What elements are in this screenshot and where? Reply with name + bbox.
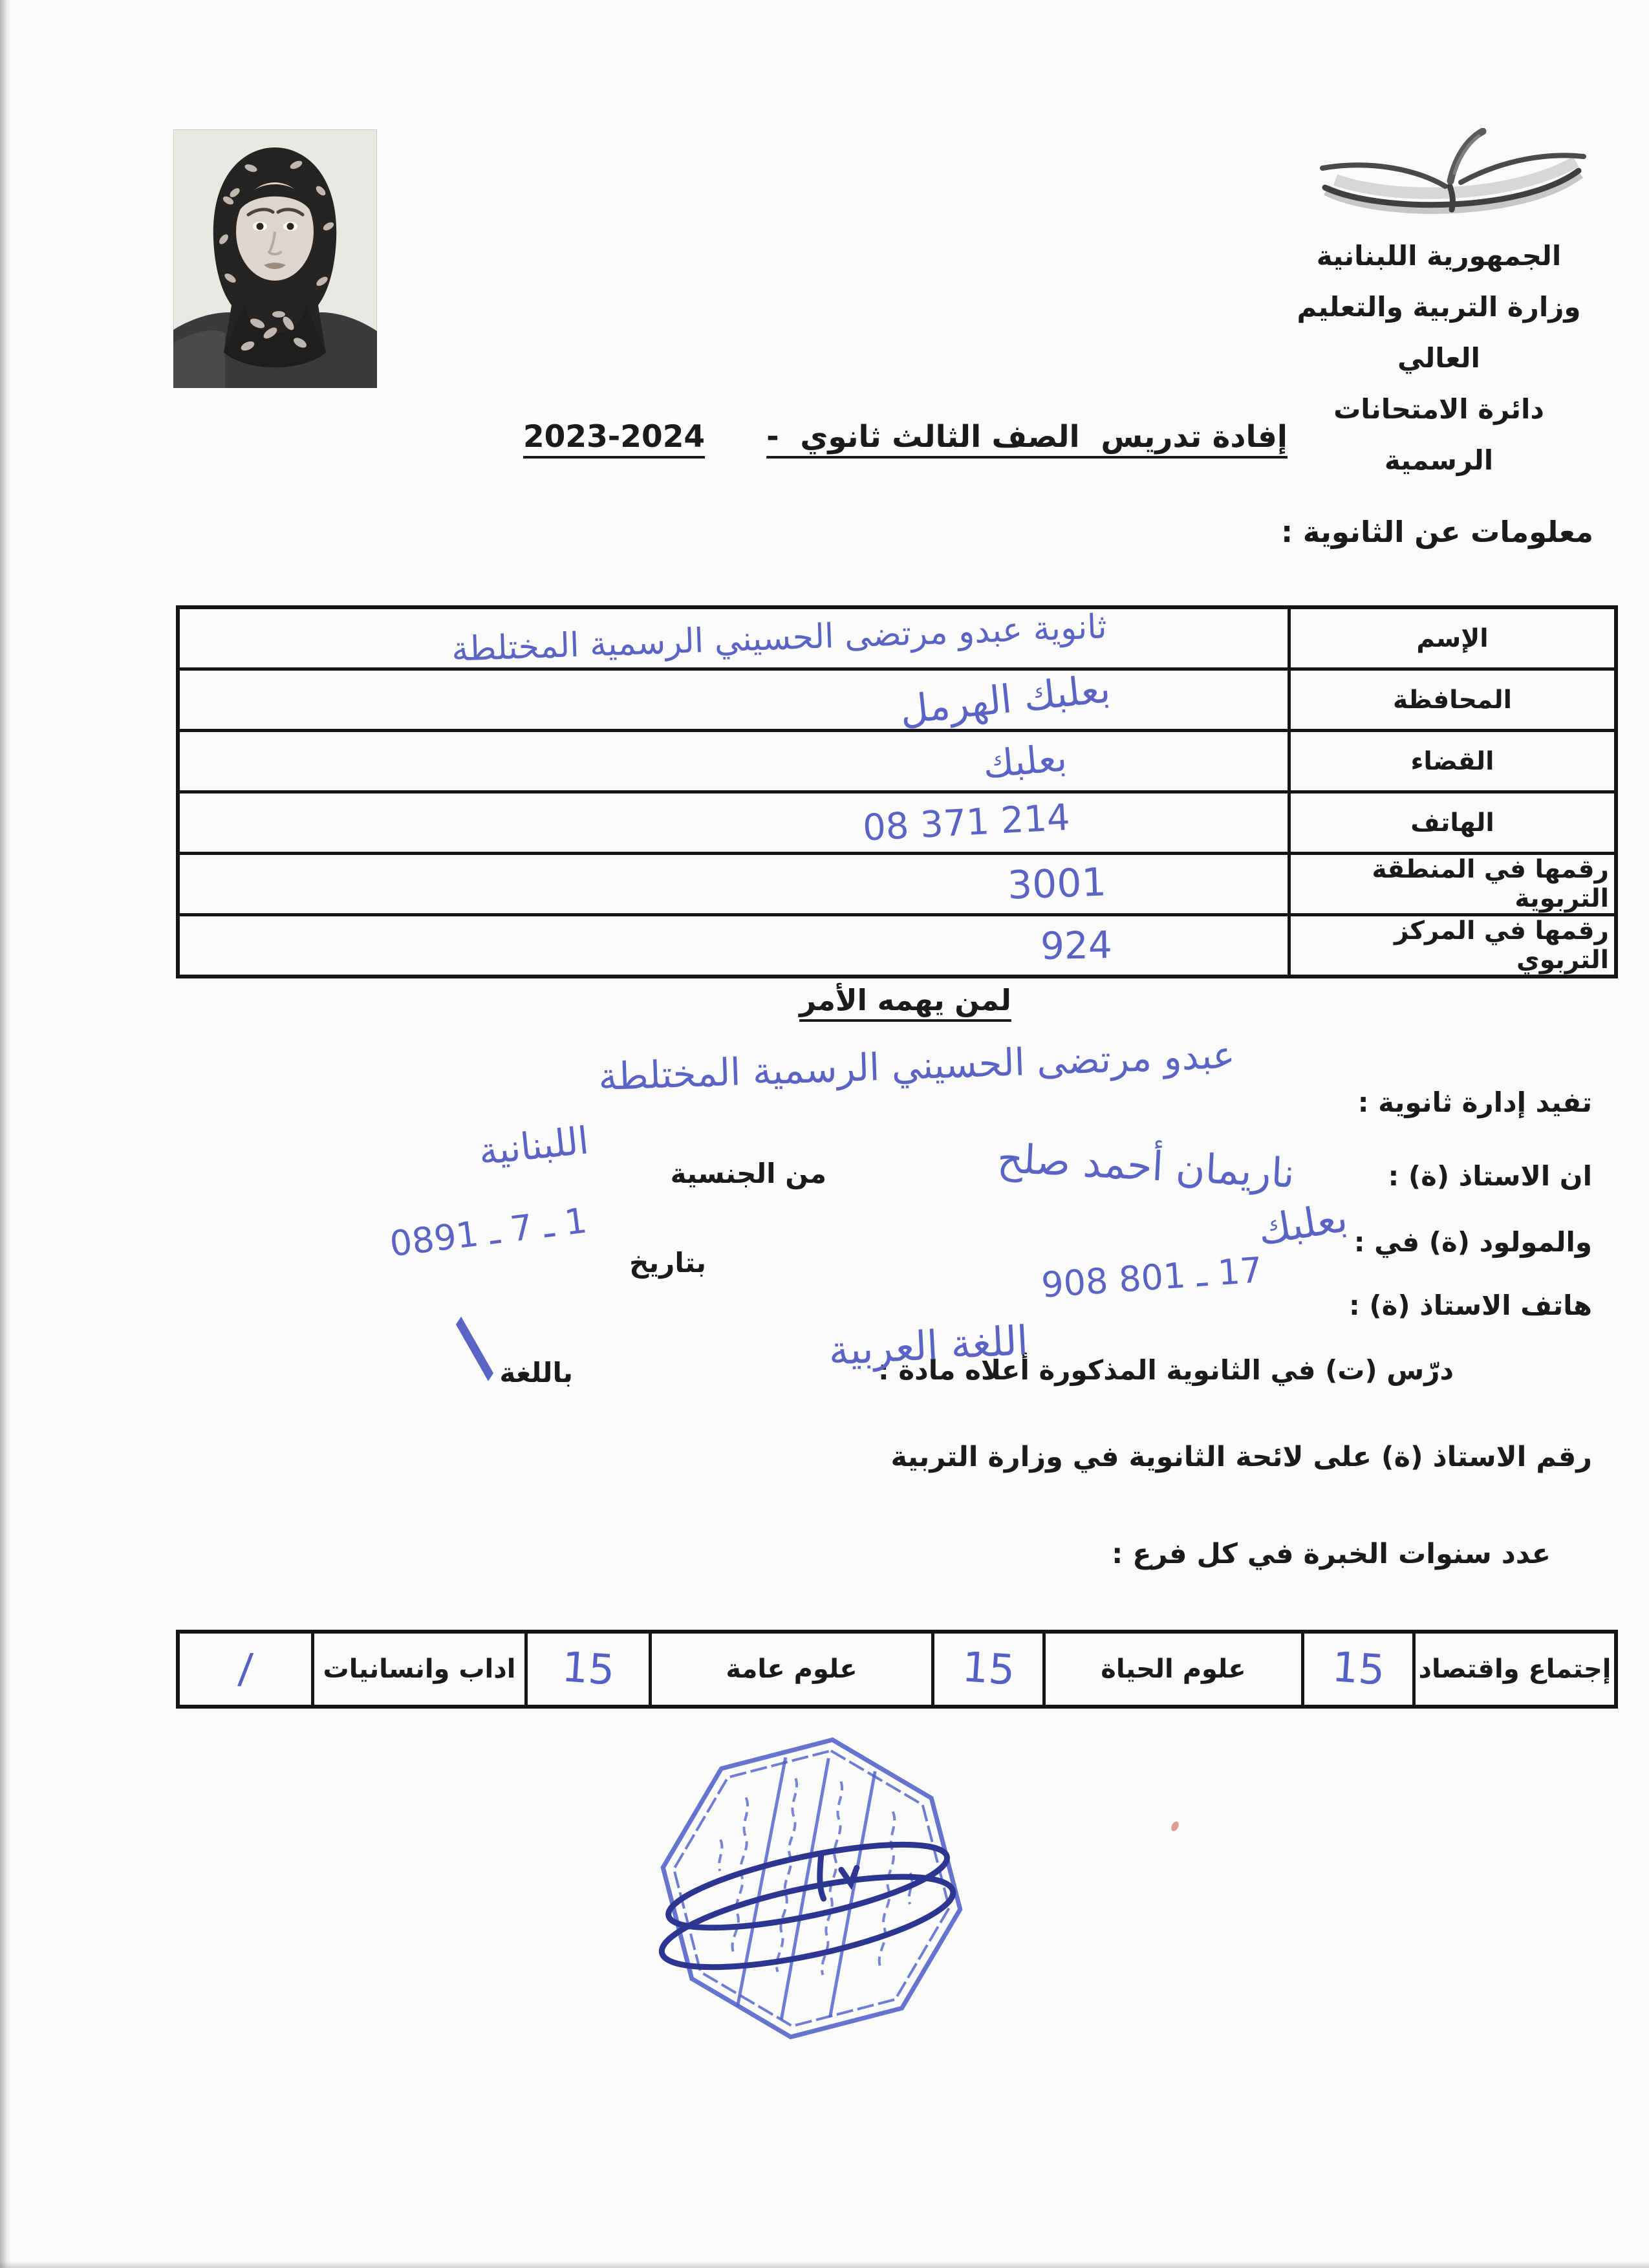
handwritten-subject: اللغة العربية (827, 1316, 1029, 1375)
scan-edge-shadow-bottom (0, 2262, 1649, 2268)
handwritten-exp-value: 15 (960, 1643, 1017, 1695)
certify-label: تفيد إدارة ثانوية : (1357, 1086, 1592, 1118)
handwritten-exp-value: 15 (1330, 1643, 1386, 1695)
table-row (180, 855, 1614, 916)
exp-label-socio-economics: إجتماع واقتصاد (1412, 1634, 1614, 1705)
ministry-line-republic: الجمهورية اللبنانية (1316, 240, 1562, 272)
experience-table (176, 1630, 1618, 1709)
handwritten-teacher-phone: 71 ـ 108 809 (1040, 1249, 1264, 1306)
table-row (180, 732, 1614, 794)
row-value-name (180, 609, 1288, 667)
handwritten-center-number: 924 (1040, 923, 1113, 968)
handwritten-birthdate: 1 ـ 7 ـ 1980 (387, 1200, 589, 1265)
row-label-center-number: رقمها في المركز التربوي (1288, 916, 1614, 975)
ministry-line-exams-dept: دائرة الامتحانات الرسمية (1333, 393, 1544, 476)
row-value-center-number (180, 916, 1288, 975)
handwritten-governorate: بعلبك الهرمل (898, 666, 1113, 733)
teacher-phone-label: هاتف الاستاذ (ة) : (1349, 1290, 1592, 1321)
teacher-photo (173, 129, 377, 388)
handwritten-nationality: اللبنانية (476, 1118, 591, 1174)
exp-label-general-sciences: علوم عامة (649, 1634, 931, 1705)
birthdate-label: بتاريخ (629, 1247, 706, 1279)
nationality-label: من الجنسية (670, 1158, 826, 1189)
born-label: والمولود (ة) في : (1353, 1226, 1592, 1258)
handwritten-school-name: ثانوية عبدو مرتضى الحسيني الرسمية المختلطة (450, 607, 1108, 669)
handwritten-district: بعلبك (980, 735, 1069, 787)
row-label-district: القضاء (1288, 732, 1614, 790)
document-title (162, 419, 1649, 455)
row-value-governorate (180, 666, 1288, 733)
table-row (180, 609, 1614, 671)
school-info-heading: معلومات عن الثانوية : (1281, 515, 1593, 549)
table-row (180, 794, 1614, 855)
exp-label-life-sciences: علوم الحياة (1042, 1634, 1301, 1705)
document-title-year: 2023-2024 (523, 419, 706, 455)
handwritten-exp-value: 15 (560, 1643, 616, 1695)
experience-line: عدد سنوات الخبرة في كل فرع : (1112, 1538, 1551, 1570)
school-info-table (176, 605, 1618, 978)
handwritten-teacher-name: ناريمان أحمد صلح (996, 1134, 1296, 1197)
scan-speck (1170, 1820, 1180, 1833)
table-row (180, 666, 1614, 733)
ministry-logo-book-icon (1316, 128, 1591, 228)
row-value-district-number (180, 855, 1288, 913)
exp-value-life-sciences (931, 1634, 1042, 1705)
scan-edge-shadow-left (0, 0, 12, 2268)
row-value-district (180, 732, 1288, 790)
handwritten-language-slash: / (427, 1308, 519, 1387)
letter-heading-text: لمن يهمه الأمر (799, 983, 1011, 1017)
official-stamp (618, 1723, 996, 2076)
row-value-phone (180, 794, 1288, 852)
row-label-phone: الهاتف (1288, 794, 1614, 852)
row-label-district-number: رقمها في المنطقة التربوية (1288, 855, 1614, 913)
language-label: باللغة (499, 1357, 573, 1388)
exp-value-arts-humanities (180, 1634, 311, 1705)
exp-value-general-sciences (524, 1634, 649, 1705)
table-row (180, 916, 1614, 975)
handwritten-district-number: 3001 (1006, 859, 1108, 909)
document-title-arabic: إفادة تدريس الصف الثالث ثانوي - (766, 419, 1288, 455)
taught-subject-label: درّس (ت) في الثانوية المذكورة أعلاه مادة : (878, 1354, 1454, 1386)
registry-line: رقم الاستاذ (ة) على لائحة الثانوية في وزارة التربية (890, 1441, 1592, 1473)
teacher-label: ان الاستاذ (ة) : (1388, 1160, 1592, 1192)
ministry-line-ministry: وزارة التربية والتعليم العالي (1297, 291, 1581, 374)
row-label-name: الإسم (1288, 609, 1614, 667)
letter-heading (162, 983, 1649, 1017)
exp-value-socio-economics (1301, 1634, 1412, 1705)
row-label-governorate: المحافظة (1288, 671, 1614, 729)
handwritten-birthplace: بعلبك (1255, 1193, 1351, 1255)
handwritten-school-phone: 08 371 214 (861, 796, 1072, 849)
handwritten-exp-value: / (237, 1645, 254, 1694)
handwritten-school-name-letter: عبدو مرتضى الحسيني الرسمية المختلطة (597, 1032, 1236, 1099)
exp-label-arts-humanities: اداب وانسانيات (311, 1634, 524, 1705)
